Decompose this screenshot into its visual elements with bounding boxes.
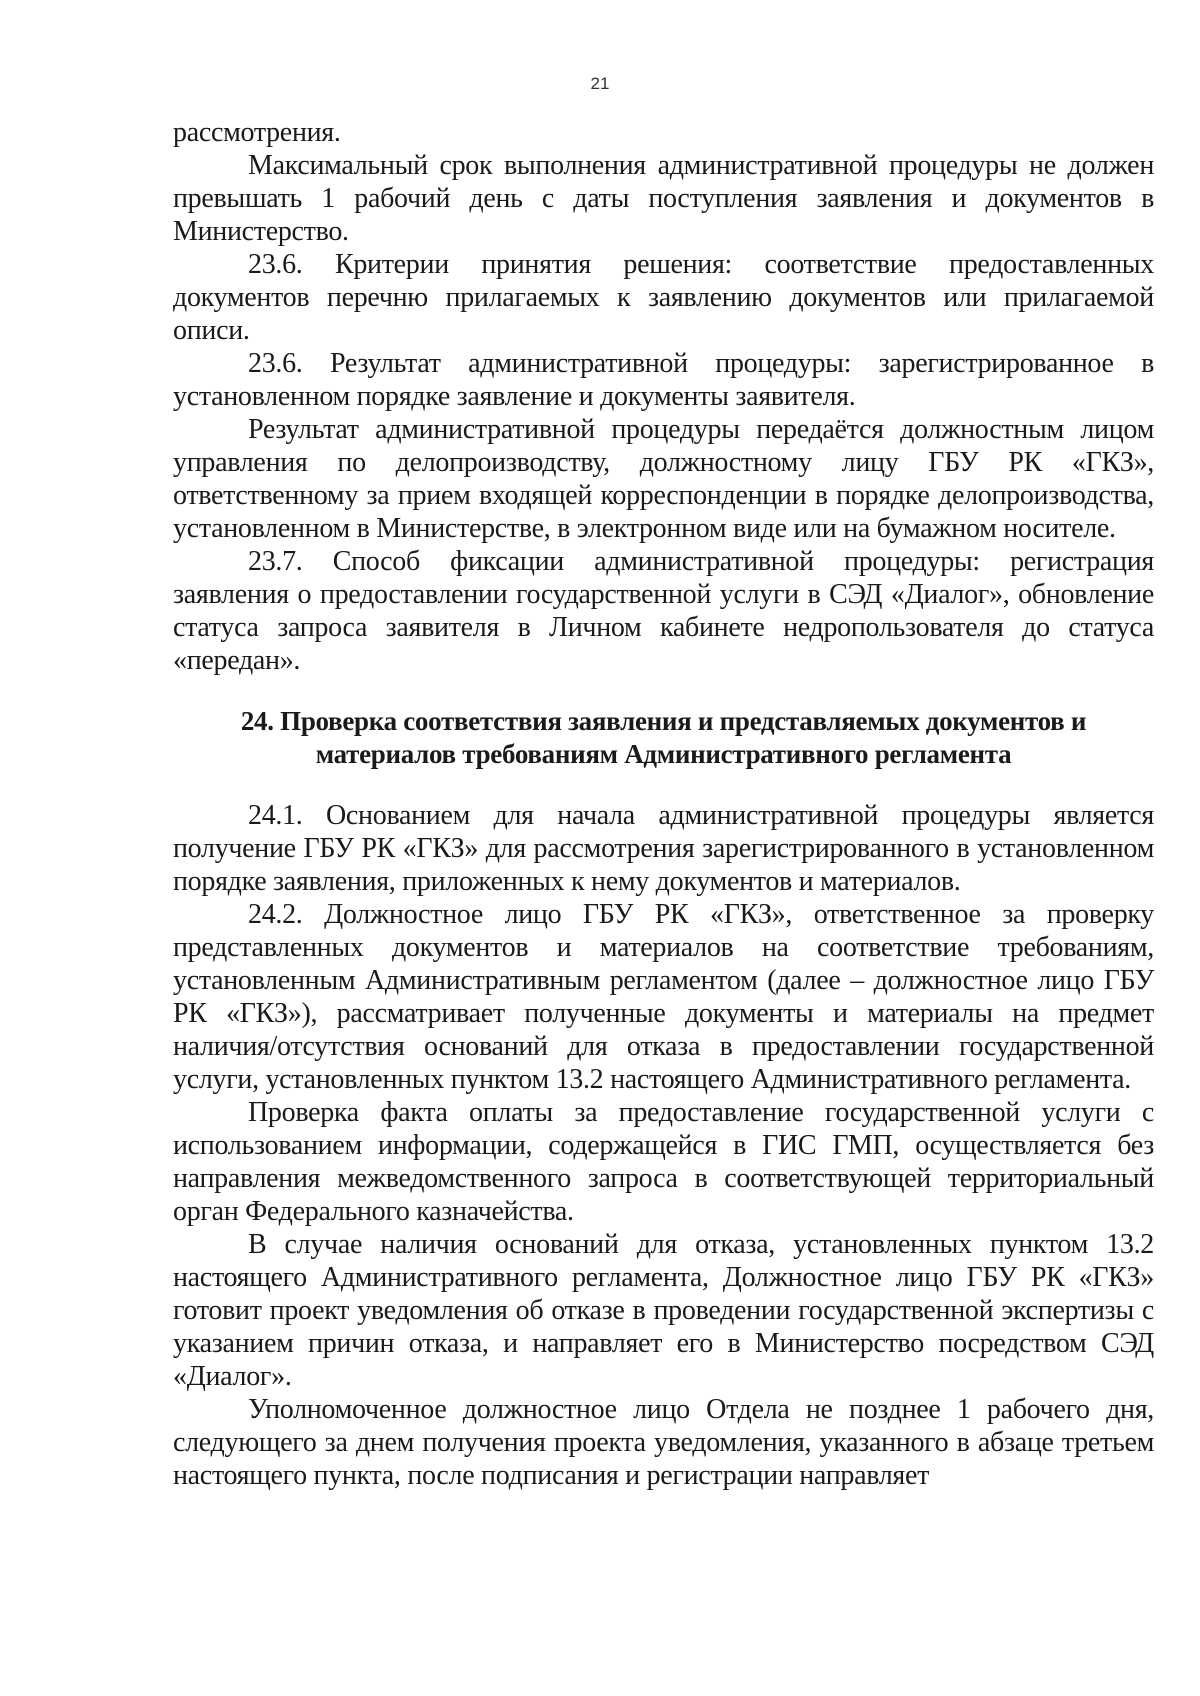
paragraph-23-6-criteria: 23.6. Критерии принятия решения: соответствие предоставленных документов перечню прилагаемых к заявлению документов или прилагаемой описи.	[173, 249, 1154, 346]
paragraph-24-2: 24.2. Должностное лицо ГБУ РК «ГКЗ», ответственное за проверку представленных документов и материалов на соответствие требованиям, установленным Административным регламентом (далее – должностное лицо ГБУ РК «ГКЗ»), рассматривает полученные документы и материалы на предмет наличия/отсутствия оснований для отказа в предоставлении государственной услуги, установленных пунктом 13.2 настоящего Административного регламента.	[173, 899, 1154, 1095]
paragraph-result-transfer: Результат административной процедуры передаётся должностным лицом управления по делопроизводству, должностному лицу ГБУ РК «ГКЗ», ответственному за прием входящей корреспонденции в порядке делопроизводства, установленном в Министерстве, в электронном виде или на бумажном носителе.	[173, 414, 1154, 544]
paragraph-payment-check: Проверка факта оплаты за предоставление государственной услуги с использованием информации, содержащейся в ГИС ГМП, осуществляется без направления межведомственного запроса в соответствующей территориальный орган Федерального казначейства.	[173, 1097, 1154, 1227]
paragraph-23-7-method: 23.7. Способ фиксации административной процедуры: регистрация заявления о предоставлении государственной услуги в СЭД «Диалог», обновление статуса запроса заявителя в Личном кабинете недропользователя до статуса «передан».	[173, 546, 1154, 676]
paragraph-23-6-result: 23.6. Результат административной процедуры: зарегистрированное в установленном порядке заявление и документы заявителя.	[173, 348, 1154, 412]
document-body	[173, 116, 1154, 1492]
page-number: 21	[590, 74, 610, 93]
section-heading-24: 24. Проверка соответствия заявления и представляемых документов и материалов требованиям Административного регламента	[240, 706, 1087, 769]
paragraph-max-term: Максимальный срок выполнения административной процедуры не должен превышать 1 рабочий день с даты поступления заявления и документов в Министерство.	[173, 150, 1154, 247]
paragraph-authorized-official: Уполномоченное должностное лицо Отдела не позднее 1 рабочего дня, следующего за днем получения проекта уведомления, указанного в абзаце третьем настоящего пункта, после подписания и регистрации направляет	[173, 1394, 1154, 1491]
paragraph-refusal-grounds: В случае наличия оснований для отказа, установленных пунктом 13.2 настоящего Административного регламента, Должностное лицо ГБУ РК «ГКЗ» готовит проект уведомления об отказе в проведении государственной экспертизы с указанием причин отказа, и направляет его в Министерство посредством СЭД «Диалог».	[173, 1229, 1154, 1392]
paragraph-24-1: 24.1. Основанием для начала административной процедуры является получение ГБУ РК «ГКЗ» для рассмотрения зарегистрированного в установленном порядке заявления, приложенных к нему документов и материалов.	[173, 800, 1154, 897]
paragraph-continuation: рассмотрения.	[173, 117, 341, 148]
